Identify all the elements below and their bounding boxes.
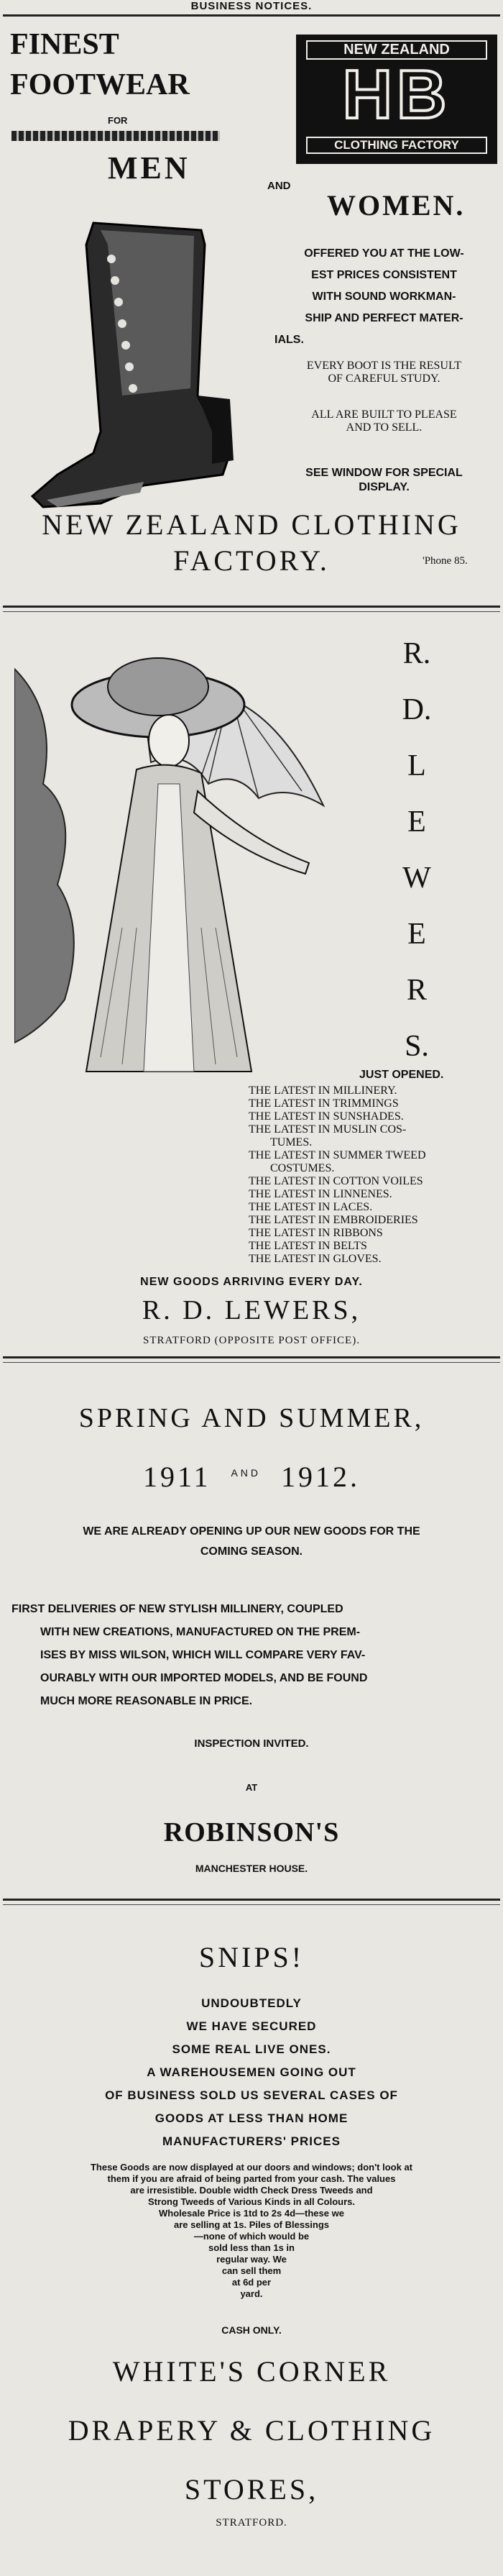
ad3-year-1: 1911 [142, 1461, 211, 1493]
ad4-body-line: can sell them [221, 2265, 282, 2276]
ad1-for: FOR [108, 115, 128, 126]
divider-2b [3, 1362, 500, 1363]
hb-logo-letters: HB [342, 56, 451, 133]
list-item: THE LATEST IN SUNSHADES. [249, 1110, 404, 1123]
ad4-headline-line: GOODS AT LESS THAN HOME [154, 2111, 349, 2125]
ad4-body-line: at 6d per [231, 2277, 272, 2288]
page-header: BUSINESS NOTICES. [190, 0, 313, 12]
ad3-intro [0, 1522, 503, 1562]
ad4-body-line: regular way. We [216, 2254, 287, 2265]
ad4-store-line-1: WHITE'S CORNER [112, 2355, 391, 2388]
hb-logo-top-text: NEW ZEALAND [306, 40, 487, 60]
divider-1b [3, 611, 500, 612]
ad3-body-line: ISES BY MISS WILSON, WHICH WILL COMPARE VERY FAV- [40, 1649, 366, 1661]
ad2-vertical-letter: S. [405, 1030, 429, 1063]
ad4-headline-line: SOME REAL LIVE ONES. [172, 2042, 331, 2056]
ad2-vertical-letter: D. [402, 693, 432, 726]
ad2-new-goods: NEW GOODS ARRIVING EVERY DAY. [140, 1276, 363, 1288]
ad4-body-line: —none of which would be [193, 2231, 310, 2242]
divider-2 [3, 1356, 500, 1358]
ad2-vertical-letter: E [407, 918, 426, 951]
ad1-offer-line: IALS. [274, 334, 304, 346]
ad4-body-line: Wholesale Price is 1td to 2s 4d—these we [159, 2208, 344, 2219]
ad2-latest-list [249, 1084, 500, 1266]
ad4-store-line-2: DRAPERY & CLOTHING [68, 2414, 435, 2447]
ad1-offer-block [274, 243, 494, 351]
ad3-body-line: WITH NEW CREATIONS, MANUFACTURED ON THE PREM- [40, 1626, 361, 1638]
ad2-vertical-letter: L [407, 749, 426, 782]
ad2-vertical-letter: E [407, 805, 426, 839]
ad1-headline-footwear: FOOTWEAR [10, 68, 190, 101]
ad4-title: SNIPS! [198, 1941, 305, 1973]
ad4-body-line: These Goods are now displayed at our doors and windows; don't look at [90, 2162, 413, 2173]
list-item: THE LATEST IN BELTS [249, 1240, 367, 1252]
list-item: THE LATEST IN LINNENES. [249, 1188, 392, 1200]
ad3-store: ROBINSON'S [163, 1817, 340, 1847]
ad1-and: AND [267, 180, 291, 192]
list-item: THE LATEST IN LACES. [249, 1201, 373, 1213]
ad1-offer-line: SHIP AND PERFECT MATER- [305, 312, 463, 324]
ad4-body-line: them if you are afraid of being parted from your cash. The values [107, 2173, 396, 2184]
ad1-company-line-2: FACTORY. [173, 544, 330, 577]
header-rule [3, 14, 500, 17]
ad1-headline-finest: FINEST [10, 28, 119, 61]
ad1-window-line: DISPLAY. [359, 481, 410, 493]
ad4-body-line: yard. [240, 2288, 263, 2299]
ad2-vertical-letter: R. [402, 637, 431, 670]
ad1-window [274, 466, 494, 495]
list-item: THE LATEST IN RIBBONS [249, 1227, 383, 1239]
divider-1 [3, 606, 500, 608]
hb-logo-bottom-text: CLOTHING FACTORY [306, 137, 487, 154]
ad3-house: MANCHESTER HOUSE. [195, 1863, 308, 1874]
boot-illustration [14, 216, 251, 518]
ad4-body-line: sold less than 1s in [208, 2242, 295, 2253]
ad2-vertical-letter: W [402, 862, 431, 895]
ad1-all-built-line: ALL ARE BUILT TO PLEASE [311, 408, 457, 421]
ad3-body-line: OURABLY WITH OUR IMPORTED MODELS, AND BE FOUND [40, 1672, 368, 1684]
ad4-headline-line: MANUFACTURERS' PRICES [162, 2134, 341, 2148]
ad1-offer-line: OFFERED YOU AT THE LOW- [304, 247, 464, 260]
divider-3 [3, 1899, 500, 1901]
ad4-cash-only: CASH ONLY. [221, 2324, 282, 2336]
list-item: TUMES. [270, 1136, 313, 1148]
ad3-years [0, 1460, 503, 1494]
ad1-every-boot-line: EVERY BOOT IS THE RESULT [306, 360, 462, 372]
ad1-offer-line: EST PRICES CONSISTENT [311, 269, 457, 281]
ad3-inspection: INSPECTION INVITED. [194, 1737, 309, 1750]
ad1-every-boot [274, 360, 494, 385]
ad1-all-built-line: AND TO SELL. [346, 421, 423, 434]
ad3-year-2: 1912. [281, 1461, 361, 1493]
ad3-body-line: MUCH MORE REASONABLE IN PRICE. [40, 1695, 253, 1707]
ad4-body [0, 2162, 503, 2300]
ad2-address: STRATFORD (OPPOSITE POST OFFICE). [143, 1335, 360, 1346]
ad3-body-line: FIRST DELIVERIES OF NEW STYLISH MILLINERY, COUPLED [11, 1603, 343, 1615]
lady-parasol-illustration [14, 626, 331, 1086]
ad4-headline-line: WE HAVE SECURED [186, 2019, 317, 2033]
ad4-body-line: Strong Tweeds of Various Kinds in all Colours. [148, 2196, 355, 2207]
ad4-headline-line: OF BUSINESS SOLD US SEVERAL CASES OF [105, 2088, 398, 2102]
list-item: THE LATEST IN EMBROIDERIES [249, 1214, 418, 1226]
ad2-name: R. D. LEWERS, [142, 1295, 361, 1325]
list-item: THE LATEST IN SUMMER TWEED [249, 1149, 426, 1161]
ad1-window-line: SEE WINDOW FOR SPECIAL [305, 467, 463, 479]
ad3-and: AND [231, 1467, 262, 1479]
ad4-town: STRATFORD. [216, 2517, 287, 2529]
ad1-company-line-1: NEW ZEALAND CLOTHING [42, 508, 461, 541]
ad1-all-built [274, 408, 494, 434]
ad2-vertical-letter: R [406, 974, 427, 1007]
list-item: THE LATEST IN MILLINERY. [249, 1084, 397, 1097]
ad1-phone: 'Phone 85. [423, 555, 468, 567]
ad4-body-line: are irresistible. Double width Check Dress Tweeds and [130, 2185, 373, 2196]
ad1-every-boot-line: OF CAREFUL STUDY. [328, 373, 440, 385]
divider-3b [3, 1904, 500, 1905]
list-item: THE LATEST IN GLOVES. [249, 1253, 382, 1265]
ad2-just-opened: JUST OPENED. [359, 1069, 444, 1081]
list-item: THE LATEST IN COTTON VOILES [249, 1175, 423, 1187]
ad3-body [11, 1598, 494, 1713]
ad1-women: WOMEN. [327, 189, 466, 221]
ad3-intro-line: WE ARE ALREADY OPENING UP OUR NEW GOODS FOR THE [83, 1525, 420, 1538]
list-item: THE LATEST IN TRIMMINGS [249, 1097, 399, 1110]
ad4-headline-lines [0, 1992, 503, 2153]
ad4-store-line-3: STORES, [184, 2473, 319, 2506]
ad1-men: MEN [108, 150, 190, 186]
ad1-decorative-bar [11, 131, 220, 141]
ad4-body-line: are selling at 1s. Piles of Blessings [173, 2219, 330, 2230]
ad3-at: AT [245, 1782, 258, 1793]
list-item: THE LATEST IN MUSLIN COS- [249, 1123, 407, 1136]
ad4-headline-line: A WAREHOUSEMEN GOING OUT [147, 2065, 356, 2079]
hb-logo [296, 35, 497, 164]
ad3-title: SPRING AND SUMMER, [78, 1403, 425, 1433]
ad1-offer-line: WITH SOUND WORKMAN- [312, 291, 456, 303]
list-item: COSTUMES. [270, 1162, 335, 1174]
ad3-intro-line: COMING SEASON. [200, 1545, 303, 1558]
ad4-headline-line: UNDOUBTEDLY [201, 1996, 302, 2010]
ad2-vertical-name [338, 626, 496, 1074]
